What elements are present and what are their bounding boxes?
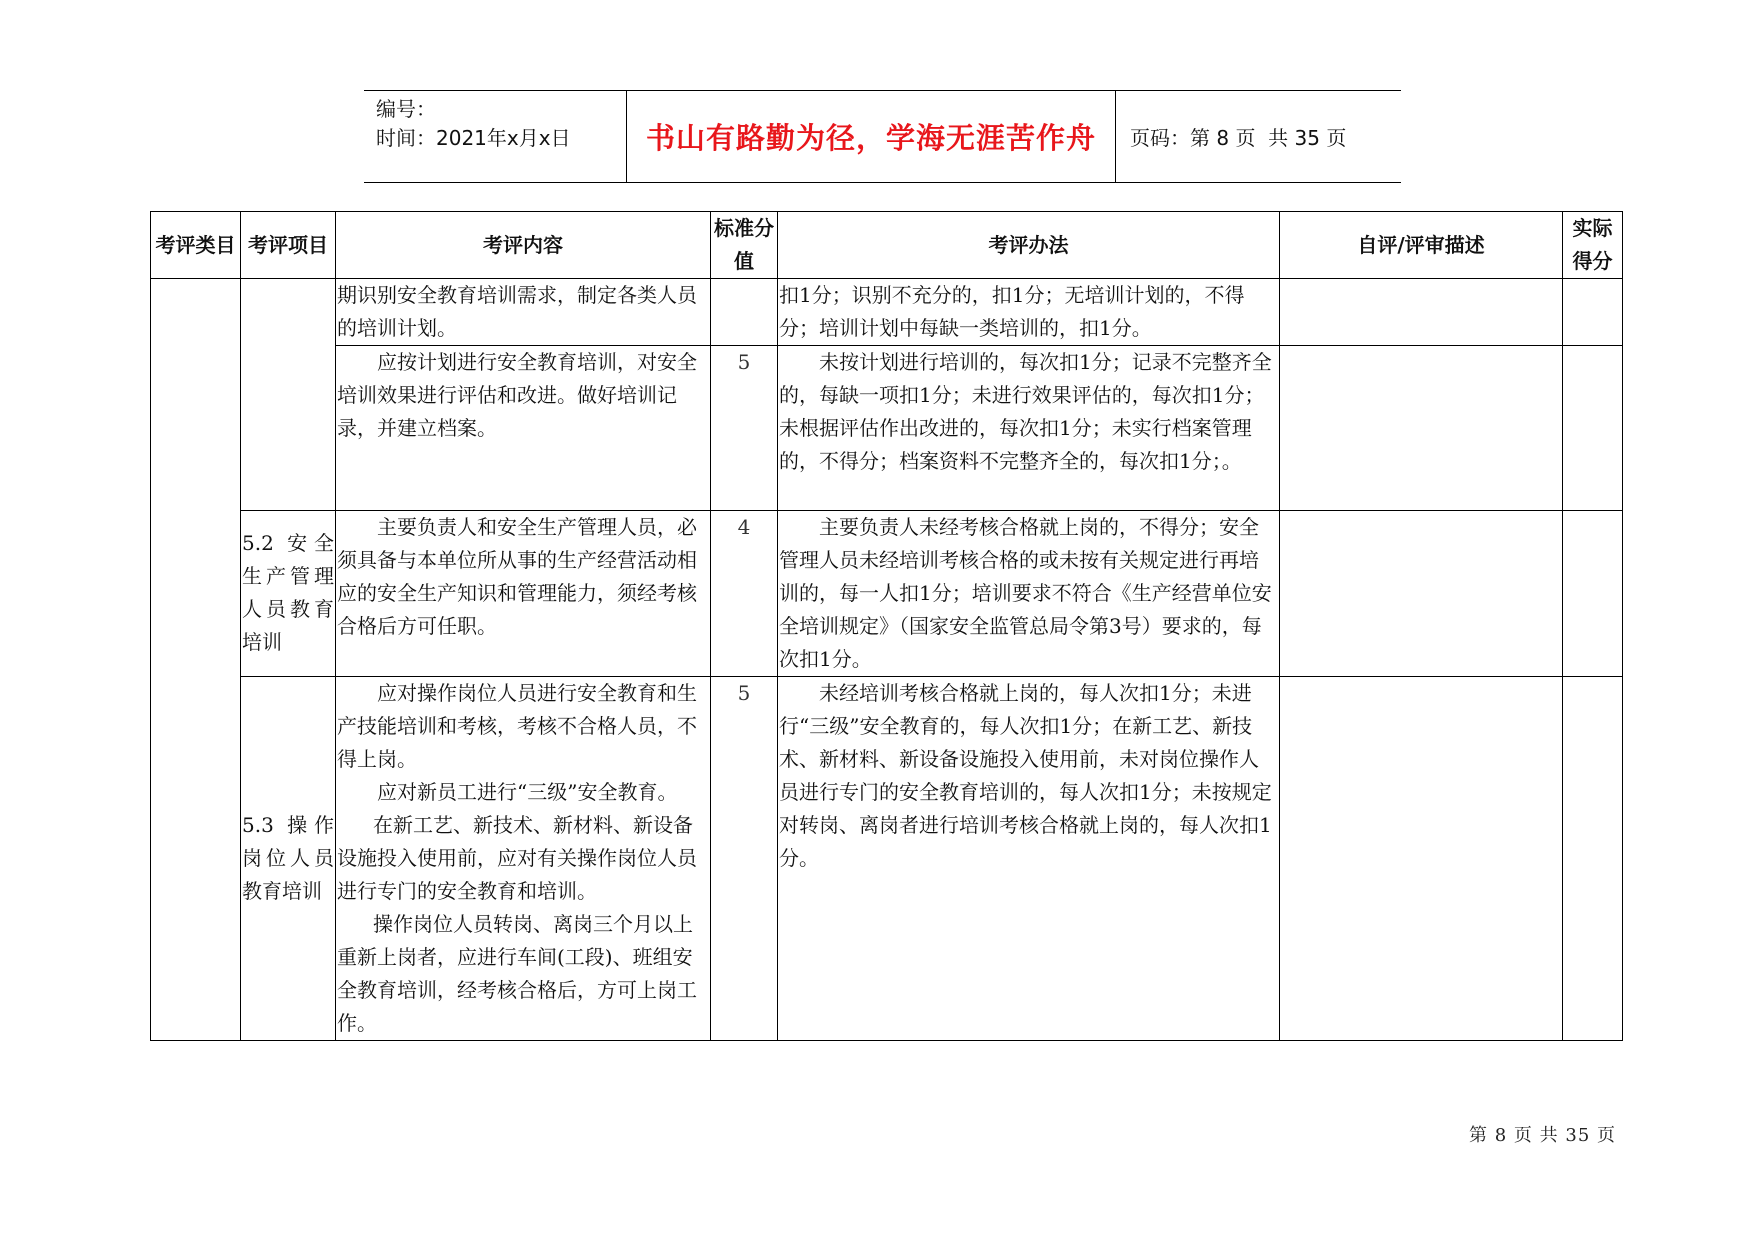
score-cell [711,279,778,346]
score-cell: 4 [711,511,778,677]
method-paragraph: 主要负责人未经考核合格就上岗的，不得分；安全管理人员未经培训考核合格的或未按有关规定进行再培训的，每一人扣1分；培训要求不符合《生产经营单位安全培训规定》（国家安全监管总局令第3号）要求的，每次扣1分。 [779,515,1272,671]
actual-score-cell[interactable] [1563,677,1623,1041]
header-category: 考评类目 [151,212,241,279]
actual-score-cell[interactable] [1563,511,1623,677]
method-paragraph: 未经培训考核合格就上岗的，每人次扣1分；未进行“三级”安全教育的，每人次扣1分；在新工艺、新技术、新材料、新设备设施投入使用前，未对岗位操作人员进行专门的安全教育培训的，每人次扣1分；未按规定对转岗、离岗者进行培训考核合格就上岗的，每人次扣1分。 [779,681,1272,870]
content-paragraph: 应对新员工进行“三级”安全教育。 [377,780,678,804]
self-eval-cell[interactable] [1280,511,1563,677]
document-time-label: 时间：2021年x月x日 [376,126,571,150]
content-paragraph: 期识别安全教育培训需求，制定各类人员的培训计划。 [337,283,697,340]
category-cell [151,279,241,1041]
method-cell [778,346,1280,511]
content-paragraph: 应对操作岗位人员进行安全教育和生产技能培训和考核，考核不合格人员，不得上岗。 [337,681,697,771]
method-cell [778,511,1280,677]
method-paragraph: 扣1分；识别不充分的，扣1分；无培训计划的，不得分；培训计划中每缺一类培训的，扣1分。 [779,283,1245,340]
header-item: 考评项目 [241,212,336,279]
content-cell [336,346,711,511]
table-row [151,511,1623,677]
content-cell [336,677,711,1041]
content-paragraph: 应按计划进行安全教育培训，对安全培训效果进行评估和改进。做好培训记录，并建立档案。 [337,350,697,440]
self-eval-cell[interactable] [1280,346,1563,511]
header-motto: 书山有路勤为径，学海无涯苦作舟 [627,91,1116,182]
content-cell [336,279,711,346]
table-row [151,279,1623,346]
page-footer: 第 8 页 共 35 页 [1469,1125,1616,1146]
table-row [151,346,1623,511]
table-row [151,677,1623,1041]
header-actual-score: 实际得分 [1563,212,1623,279]
table-header-row [151,212,1623,279]
header-info [364,91,627,182]
actual-score-cell[interactable] [1563,279,1623,346]
self-eval-cell[interactable] [1280,279,1563,346]
item-cell: 5.3 操作岗位人员教育培训 [241,677,336,1041]
header-page-code: 页码：第 8 页 共 35 页 [1130,126,1347,150]
evaluation-table [150,211,1623,1041]
score-cell: 5 [711,346,778,511]
self-eval-cell[interactable] [1280,677,1563,1041]
document-number-label: 编号： [376,97,436,121]
content-paragraph: 操作岗位人员转岗、离岗三个月以上重新上岗者，应进行车间(工段)、班组安全教育培训，经考核合格后，方可上岗工作。 [337,912,697,1035]
item-cell: 5.2 安全生产管理人员教育培训 [241,511,336,677]
method-paragraph: 未按计划进行培训的，每次扣1分；记录不完整齐全的，每缺一项扣1分；未进行效果评估的，每次扣1分；未根据评估作出改进的，每次扣1分；未实行档案管理的，不得分；档案资料不完整齐全的，每次扣1分；。 [779,350,1272,473]
header-self-eval: 自评/评审描述 [1280,212,1563,279]
header-content: 考评内容 [336,212,711,279]
score-cell: 5 [711,677,778,1041]
content-paragraph: 在新工艺、新技术、新材料、新设备设施投入使用前，应对有关操作岗位人员进行专门的安全教育和培训。 [337,813,697,903]
content-cell [336,511,711,677]
actual-score-cell[interactable] [1563,346,1623,511]
page-header [364,90,1401,183]
header-score: 标准分值 [711,212,778,279]
method-cell [778,279,1280,346]
header-method: 考评办法 [778,212,1280,279]
method-cell [778,677,1280,1041]
content-paragraph: 主要负责人和安全生产管理人员，必须具备与本单位所从事的生产经营活动相应的安全生产知识和管理能力，须经考核合格后方可任职。 [337,515,697,638]
item-cell [241,279,336,511]
